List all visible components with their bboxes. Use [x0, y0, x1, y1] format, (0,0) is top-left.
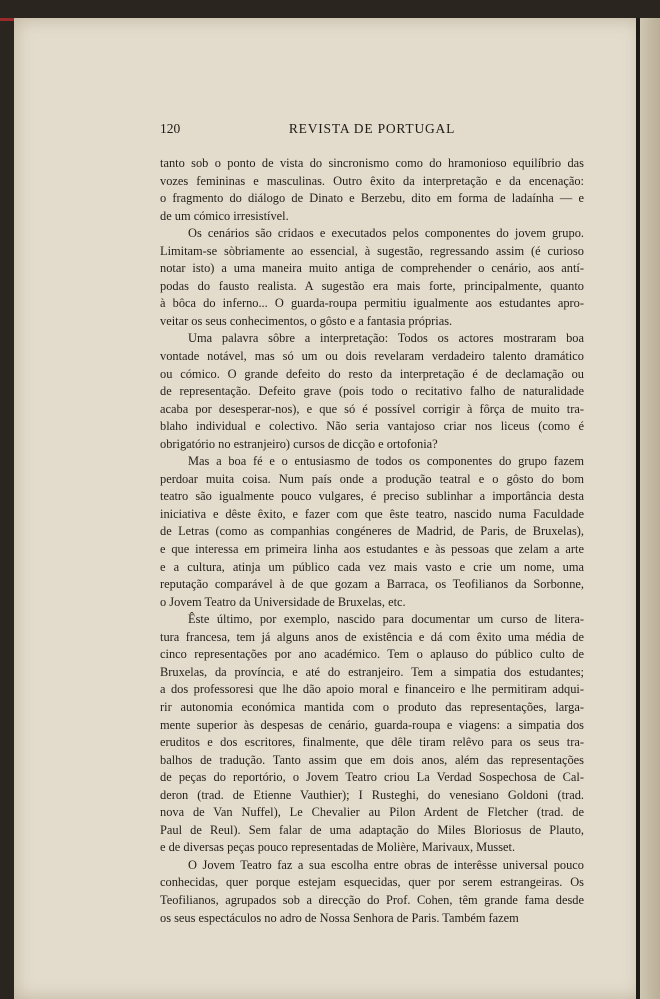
text-line: de um cómico irresistível.: [160, 208, 289, 223]
paragraph: [160, 857, 584, 927]
text-line: teatro são igualmente pouco vulgares, é preciso sublinhar a importância desta: [160, 489, 584, 504]
text-line: rir autonomia económica mantida com o produto das representações, larga-: [160, 699, 584, 714]
text-line: perdoar muita coisa. Num país onde a produção teatral e o gôsto do bom: [160, 471, 584, 486]
text-line: o fragmento do diálogo de Dinato e Berzebu, dito em forma de ladaínha — e: [160, 191, 584, 206]
text-line: conhecidas, quer porque estejam esquecidas, quer por serem estrangeiras. Os: [160, 875, 584, 890]
page-header: [160, 121, 584, 139]
text-line: Paul de Reul). Sem falar de uma adaptação do Miles Bloriosus de Plauto,: [160, 822, 584, 837]
text-line: obrigatório no estranjeiro) cursos de dicção e ortofonia?: [160, 436, 438, 451]
text-line: e a cultura, atinja um público cada vez mais vasto e crie um nome, uma: [160, 559, 584, 574]
text-line: à bôca do inferno... O guarda-roupa permitiu igualmente aos estudantes apro-: [160, 296, 584, 311]
body-text: [160, 155, 584, 927]
text-line: iniciativa e dêste êxito, e fazer com que êste teatro, nascido numa Faculdade: [160, 506, 584, 521]
text-line: ou cómico. O grande defeito do resto da interpretação é de declamação ou: [160, 366, 584, 381]
paragraph: [160, 225, 584, 330]
text-line: Mas a boa fé e o entusiasmo de todos os componentes do grupo fazem: [188, 454, 584, 469]
text-line: mente superior às despesas de cenário, guarda-roupa e viagens: a simpatia dos: [160, 717, 584, 732]
paragraph: [160, 330, 584, 453]
text-line: podas do fausto realista. A sugestão era mais forte, principalmente, quanto: [160, 278, 584, 293]
page-number: 120: [160, 121, 181, 136]
adjacent-page-edge: [640, 18, 660, 999]
text-line: Limitam-se sòbriamente ao essencial, à sugestão, regressando assim (é curioso: [160, 243, 584, 258]
text-line: Êste último, por exemplo, nascido para documentar um curso de litera-: [188, 612, 584, 627]
text-line: e que interessa em primeira linha aos estudantes e às pessoas que zelam a arte: [160, 542, 584, 557]
text-line: Teofilianos, agrupados sob a direcção do Prof. Cohen, têm grande fama desde: [160, 892, 584, 907]
text-line: notar isto) a uma maneira muito antiga de comprehender o cenário, aos antí-: [160, 261, 584, 276]
text-line: veitar os seus conhecimentos, o gôsto e a fantasia próprias.: [160, 313, 453, 328]
text-line: cinco representações por ano académico. Tem o aplauso do público culto de: [160, 647, 584, 662]
text-line: de Letras (como as companhias congéneres de Madrid, de Paris, de Bruxelas),: [160, 524, 584, 539]
text-line: tura francesa, tem já alguns anos de existência e dá com êxito uma média de: [160, 629, 584, 644]
text-line: deron (trad. de Etienne Vauthier); I Rusteghi, do venesiano Goldoni (trad.: [160, 787, 584, 802]
running-title: REVISTA DE PORTUGAL: [288, 121, 456, 136]
text-line: vontade notável, mas só um ou dois revelaram verdadeiro talento dramático: [160, 349, 584, 364]
paragraph: [160, 453, 584, 611]
text-line: de representação. Defeito grave (pois todo o recitativo falho de naturalidade: [160, 384, 584, 399]
text-line: vozes femininas e masculinas. Outro êxito da interpretação e da encenação:: [160, 173, 584, 188]
paragraph: [160, 155, 584, 225]
text-line: eruditos e dos escritores, finalmente, que dêle tiram relêvo para os seus tra-: [160, 735, 584, 750]
paragraph: [160, 611, 584, 857]
text-line: os seus espectáculos no adro de Nossa Senhora de Paris. Também fazem: [160, 910, 519, 925]
text-line: Bruxelas, da província, e até do estranjeiro. Tem a simpatia dos estudantes;: [160, 664, 584, 679]
text-line: Uma palavra sôbre a interpretação: Todos os actores mostraram boa: [188, 331, 584, 346]
text-line: reputação comparável à de que gozam a Barraca, os Teofilianos da Sorbonne,: [160, 577, 584, 592]
text-line: nova de Van Nuffel), Le Chevalier au Pilon Ardent de Fletcher (trad. de: [160, 805, 584, 820]
text-line: e de diversas peças pouco representadas de Molière, Marivaux, Musset.: [160, 840, 516, 855]
text-line: Os cenários são cridaos e executados pelos componentes do jovem grupo.: [188, 226, 584, 241]
text-line: a dos professoresi que lhe dão apoio moral e financeiro e lhe permitiram adqui-: [160, 682, 584, 697]
text-line: balhos de tradução. Tanto assim que em dois anos, além das representações: [160, 752, 584, 767]
text-line: o Jovem Teatro da Universidade de Bruxelas, etc.: [160, 594, 406, 609]
text-line: tanto sob o ponto de vista do sincronismo como do hramonioso equilíbrio das: [160, 156, 584, 170]
text-line: blaho individual e colectivo. Não seria vantajoso criar nos liceus (como é: [160, 419, 584, 434]
text-line: O Jovem Teatro faz a sua escolha entre obras de interêsse universal pouco: [188, 857, 584, 872]
text-line: de peças do reportório, o Jovem Teatro criou La Verdad Sospechosa de Cal-: [160, 770, 584, 785]
text-line: acaba por desesperar-nos), e que só é possível corrigir à fôrça de muito tra-: [160, 401, 584, 416]
